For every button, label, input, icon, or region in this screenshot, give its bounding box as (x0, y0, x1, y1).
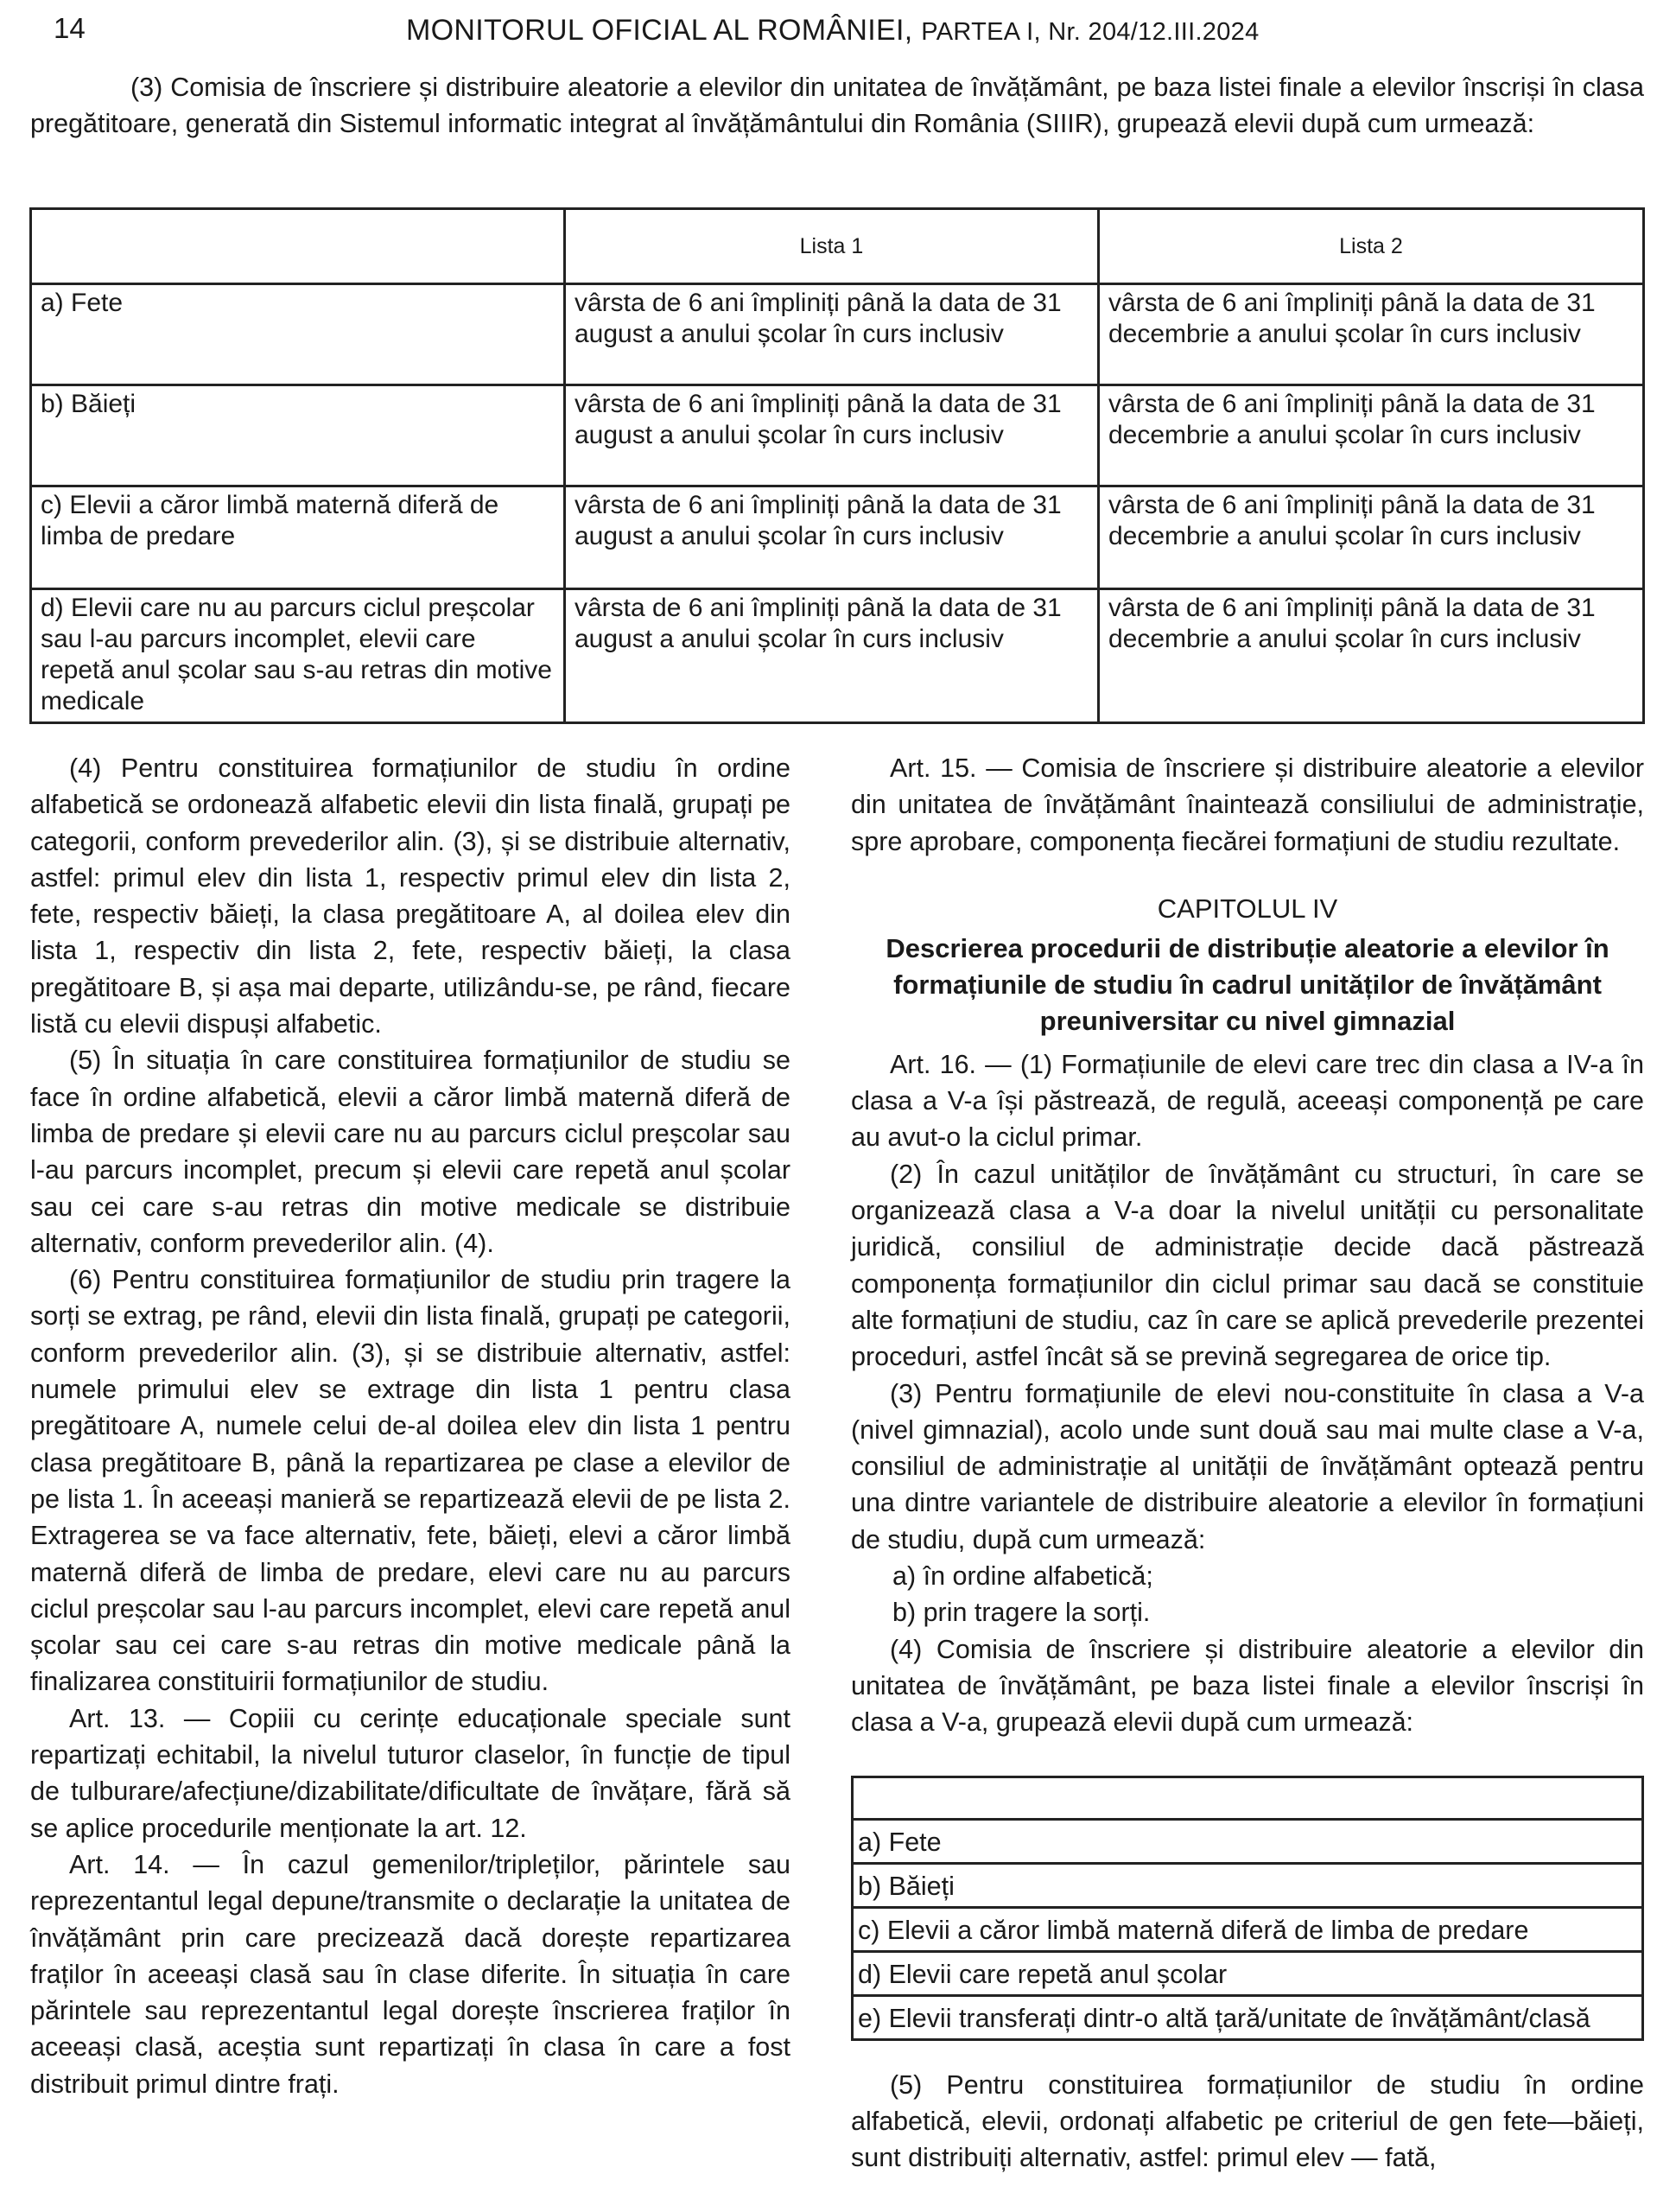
option-alphabetical: a) în ordine alfabetică; (892, 1561, 1153, 1592)
lista1-cell: vârsta de 6 ani împliniți până la data de 31 august a anului școlar în curs inclusiv (565, 589, 1099, 723)
table-row (31, 385, 1644, 486)
publication-title (406, 14, 1260, 48)
table-row (853, 1863, 1643, 1907)
article-16-para-5: (5) Pentru constituirea formațiunilor de studiu în ordine alfabetică, elevii, ordonați alfabetic pe criteriul de gen fete—băieți, sunt distribuiți alternativ, astfel: primul elev — fată, (851, 2069, 1644, 2173)
publication-title-main: MONITORUL OFICIAL AL ROMÂNIEI, (406, 14, 913, 47)
article-15: Art. 15. — Comisia de înscriere și distribuire aleatorie a elevilor din unitatea de învățământ înaintează consiliului de administrație, spre aprobare, componența fiecărei formațiuni de studiu rezultate. (851, 753, 1644, 856)
category-cell: b) Băieți (31, 385, 565, 486)
table-header-cell: Lista 1 (565, 209, 1099, 284)
intro-paragraph: (3) Comisia de înscriere și distribuire aleatorie a elevilor din unitatea de învățământ, pe baza listei finale a elevilor înscriși în clasa pregătitoare, generată din Sistemul informatic integrat al învățământului din România (SIIIR), grupează elevii după cum urmează: (30, 73, 1644, 138)
paragraph-5: (5) În situația în care constituirea formațiunilor de studiu se face în ordine alfabetică, elevii a căror limbă maternă diferă de limba de predare și elevii care nu au parcurs ciclul preșcolar sau l-au parcurs incomplet, precum și elevii care repetă anul școlar sau cei care s-au retras din motive medicale se distribuie alternativ, conform prevederilor alin. (4). (30, 1046, 790, 1258)
table-cell: d) Elevii care repetă anul școlar (853, 1951, 1643, 1995)
table-cell: a) Fete (853, 1819, 1643, 1863)
paragraph-4: (4) Pentru constituirea formațiunilor de studiu în ordine alfabetică se ordonează alfabetic elevii din lista finală, grupați pe categorii, conform prevederilor alin. (3), și se distribuie alternativ, astfel: primul elev din lista 1, respectiv primul elev din lista 2, fete, respectiv băieți, la clasa pregătitoare A, al doilea elev din lista 1, respectiv din lista 2, fete, respectiv băieți, la clasa pregătitoare B, și așa mai departe, utilizându-se, pe rând, fiecare listă cu elevii dispuși alfabetic. (30, 753, 790, 1039)
table-row (853, 1819, 1643, 1863)
category-cell: c) Elevii a căror limbă maternă diferă de limba de predare (31, 486, 565, 589)
table-cell: b) Băieți (853, 1863, 1643, 1907)
table-cell (853, 1777, 1643, 1819)
table-cell: e) Elevii transferați dintr-o altă țară/unitate de învățământ/clasă (853, 1995, 1643, 2039)
article-14: Art. 14. — În cazul gemenilor/tripleților, părintele sau reprezentantul legal depune/transmite o declarație la unitatea de învățământ prin care precizează dacă dorește repartizarea fraților în aceeași clasă sau în clase diferite. În situația în care părintele sau reprezentantul legal dorește înscrierea fraților în aceeași clasă, aceștia sunt repartizați în clasa în care a fost distribuit primul dintre frați. (30, 1849, 790, 2099)
chapter-heading: CAPITOLUL IV (1157, 893, 1338, 924)
page-header (0, 7, 1676, 50)
article-16-para-1: Art. 16. — (1) Formațiunile de elevi care trec din clasa a IV-a în clasa a V-a își păstrează, de regulă, aceeași componență pe care au avut-o la ciclul primar. (851, 1049, 1644, 1153)
paragraph-6: (6) Pentru constituirea formațiunilor de studiu prin tragere la sorți se extrag, pe rând, elevii din lista finală, grupați pe categorii, conform prevederilor alin. (3), și se distribuie alternativ, astfel: numele primului elev se extrage din lista 1 pentru clasa pregătitoare A, numele celui de-al doilea elev din lista 1 pentru clasa pregătitoare B, până la repartizarea pe clase a elevilor de pe lista 1. În aceeași manieră se repartizează elevii de pe lista 2. Extragerea se va face alternativ, fete, băieți, elevi a căror limbă maternă diferă de limba de predare, elevi care nu au parcurs ciclul preșcolar sau l-au parcurs incomplet, elevi care repetă anul școlar sau cei care s-au retras din motive medicale până la finalizarea constituirii formațiunilor de studiu. (30, 1265, 790, 1697)
article-13: Art. 13. — Copiii cu cerințe educaționale speciale sunt repartizați echitabil, la nivelul tuturor claselor, în funcție de tipul de tulburare/afecțiune/dizabilitate/dificultate de învățare, fără să se aplice procedurile menționate la art. 12. (30, 1703, 790, 1843)
table-row (31, 284, 1644, 385)
table-row (853, 1777, 1643, 1819)
category-cell: d) Elevii care nu au parcurs ciclul preșcolar sau l-au parcurs incomplet, elevii care repetă anul școlar sau s-au retras din motive medicale (31, 589, 565, 723)
table-row (853, 1995, 1643, 2039)
category-cell: a) Fete (31, 284, 565, 385)
table-row (853, 1951, 1643, 1995)
table-row (31, 589, 1644, 723)
table-row (31, 486, 1644, 589)
lista1-cell: vârsta de 6 ani împliniți până la data de 31 august a anului școlar în curs inclusiv (565, 284, 1099, 385)
lista2-cell: vârsta de 6 ani împliniți până la data de 31 decembrie a anului școlar în curs inclusiv (1099, 284, 1644, 385)
article-16-para-2: (2) În cazul unităților de învățământ cu structuri, în care se organizează clasa a V-a doar la nivelul unității cu personalitate juridică, consiliul de administrație decide dacă păstrează componența formațiunilor din ciclul primar sau dacă se constituie alte formațiuni de studiu, caz în care se aplică prevederile prezentei proceduri, astfel încât să se prevină segregarea de orice tip. (851, 1159, 1644, 1372)
table-header-cell: Lista 2 (1099, 209, 1644, 284)
chapter-title: Descrierea procedurii de distribuție aleatorie a elevilor în formațiunile de studiu în cadrul unităților de învățământ preuniversitar cu nivel gimnazial (886, 932, 1609, 1036)
article-16-para-3: (3) Pentru formațiunile de elevi nou-constituite în clasa a V-a (nivel gimnazial), acolo unde sunt două sau mai multe clase a V-a, consiliul de administrație al unității de învățământ optează pentru una dintre variantele de distribuire aleatorie a elevilor în formațiuni de studiu, după cum urmează: (851, 1378, 1644, 1554)
category-table-preparatory (29, 207, 1645, 724)
page-number: 14 (54, 12, 86, 44)
table-row (853, 1907, 1643, 1951)
lista1-cell: vârsta de 6 ani împliniți până la data de 31 august a anului școlar în curs inclusiv (565, 486, 1099, 589)
lista2-cell: vârsta de 6 ani împliniți până la data de 31 decembrie a anului școlar în curs inclusiv (1099, 589, 1644, 723)
lista1-cell: vârsta de 6 ani împliniți până la data de 31 august a anului școlar în curs inclusiv (565, 385, 1099, 486)
lista2-cell: vârsta de 6 ani împliniți până la data de 31 decembrie a anului școlar în curs inclusiv (1099, 486, 1644, 589)
table-cell: c) Elevii a căror limbă maternă diferă de limba de predare (853, 1907, 1643, 1951)
right-column (851, 750, 1644, 2176)
left-column (30, 750, 790, 2102)
article-16-para-4: (4) Comisia de înscriere și distribuire aleatorie a elevilor din unitatea de învățământ, pe baza listei finale a elevilor înscriși în clasa a V-a, grupează elevii după cum urmează: (851, 1634, 1644, 1738)
category-table-gymnasium (851, 1776, 1644, 2041)
option-lottery: b) prin tragere la sorți. (892, 1598, 1151, 1628)
table-header-cell (31, 209, 565, 284)
lista2-cell: vârsta de 6 ani împliniți până la data de 31 decembrie a anului școlar în curs inclusiv (1099, 385, 1644, 486)
publication-title-issue: PARTEA I, Nr. 204/12.III.2024 (921, 18, 1260, 46)
table-header-row (31, 209, 1644, 284)
